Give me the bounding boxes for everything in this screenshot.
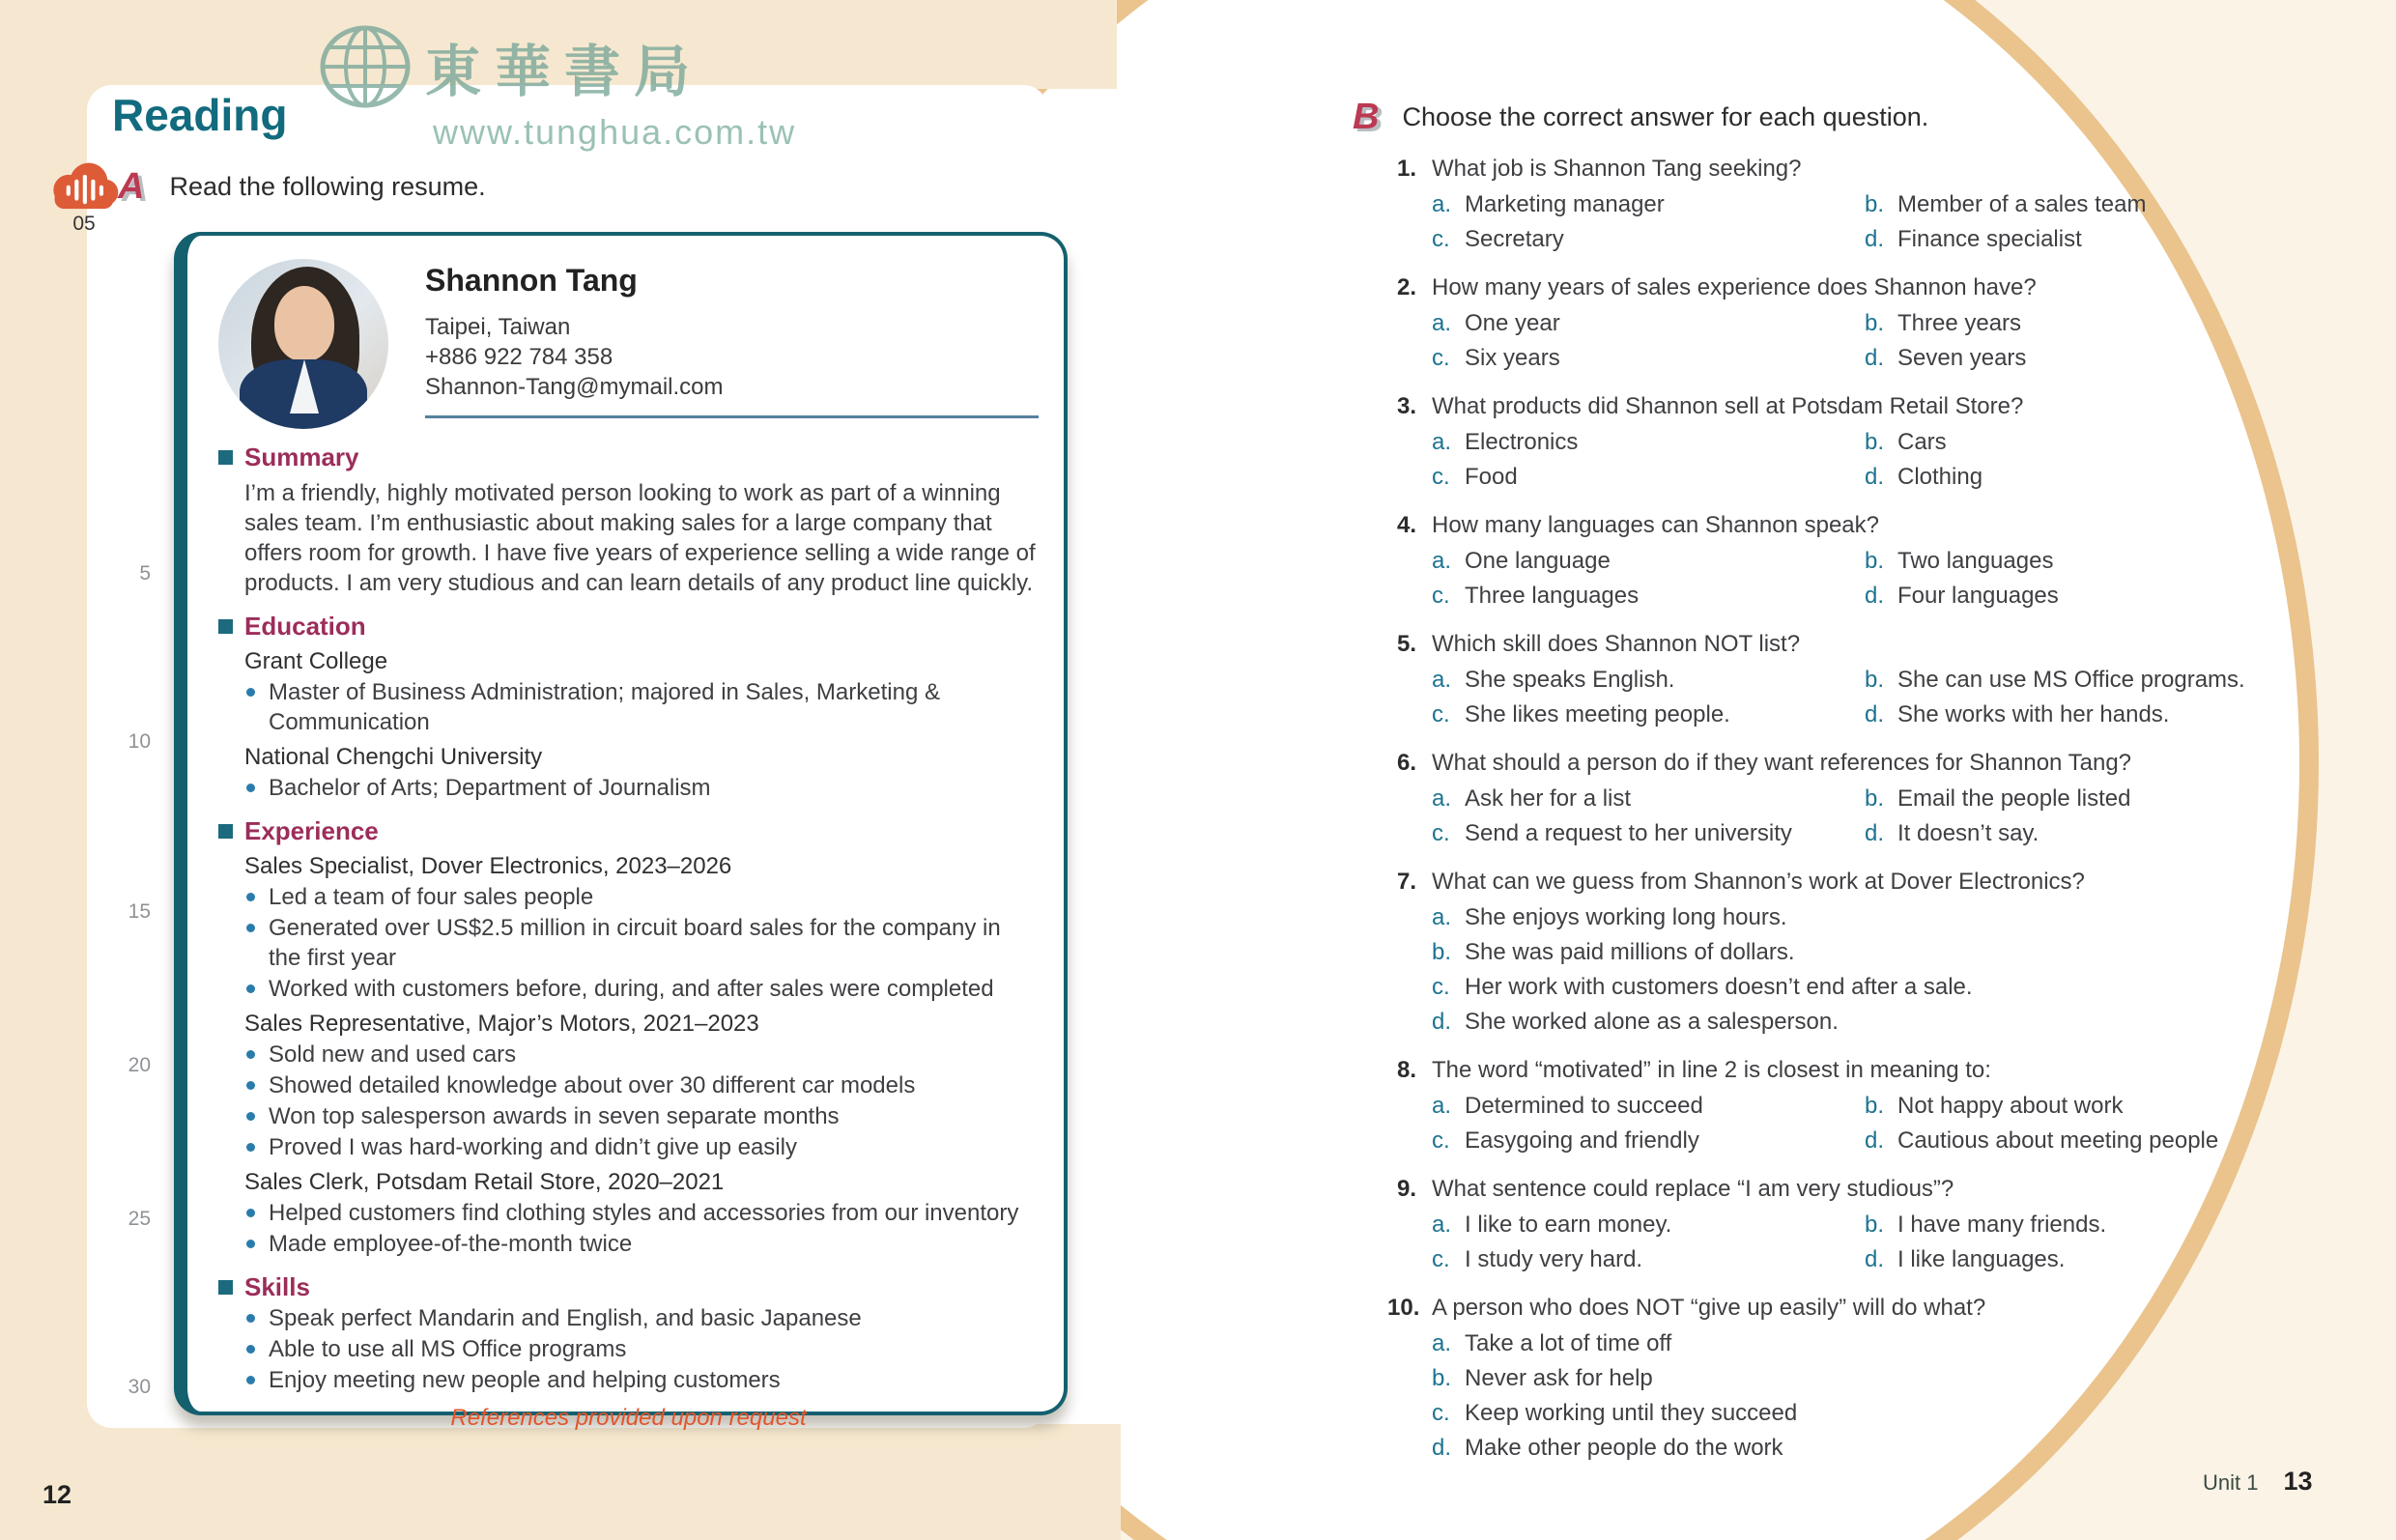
summary-text: I’m a friendly, highly motivated person looking to work as part of a winning sales team. I’m enthusiastic about making sales for a large company that offers room for growth. I have five years of experience selling a wide range of products. I am very studious and can learn details of any product line quickly. (244, 480, 1036, 596)
option-a: a. Ask her for a list (1432, 785, 1632, 812)
education-school: National Chengchi University (244, 744, 543, 770)
dot-bullet-icon (246, 984, 255, 993)
line-number-25: 25 (128, 1208, 151, 1230)
option-a: a. Take a lot of time off (1432, 1330, 1672, 1356)
exercise-a-header (118, 166, 486, 208)
beige-wedge-bottom (927, 1424, 1121, 1540)
dot-bullet-icon (246, 1112, 255, 1121)
experience-detail: Generated over US$2.5 million in circuit board sales for the company in the first year (244, 913, 1039, 973)
option-c: c. Three languages (1432, 583, 1640, 609)
option-a: a. She enjoys working long hours. (1432, 904, 1787, 930)
dot-bullet-icon (246, 1050, 255, 1059)
option-c: c. Easygoing and friendly (1432, 1127, 1699, 1154)
question-text: What can we guess from Shannon’s work at Dover Electronics? (1432, 869, 2085, 895)
references-note: References provided upon request (450, 1405, 807, 1431)
question-number: 9. (1397, 1176, 1417, 1202)
option-c: c. Six years (1432, 345, 1560, 371)
question-number: 1. (1397, 156, 1417, 182)
square-bullet-icon (218, 450, 233, 465)
dot-bullet-icon (246, 1081, 255, 1090)
dot-bullet-icon (246, 1209, 255, 1217)
line-number-20: 20 (128, 1054, 151, 1076)
option-a: a. One language (1432, 548, 1611, 574)
exercise-b-column (1353, 97, 2348, 1466)
option-d: d. I like languages. (1865, 1246, 2066, 1272)
dot-bullet-icon (246, 1314, 255, 1323)
option-d: d. Cautious about meeting people (1865, 1127, 2219, 1154)
dot-bullet-icon (246, 924, 255, 932)
option-b: b. Three years (1865, 310, 2022, 336)
skill-item: Speak perfect Mandarin and English, and basic Japanese (244, 1303, 1039, 1333)
line-number-30: 30 (128, 1376, 151, 1398)
globe-icon (319, 25, 412, 108)
exercise-b-instruction: Choose the correct answer for each question. (1402, 102, 1929, 131)
question-text: What products did Shannon sell at Potsdam Retail Store? (1432, 393, 2024, 419)
option-b: b. Two languages (1865, 548, 2054, 574)
question-7 (1353, 868, 2348, 1040)
applicant-name: Shannon Tang (425, 263, 638, 298)
option-d: d. She works with her hands. (1865, 701, 2170, 727)
experience-detail: Sold new and used cars (244, 1040, 1039, 1069)
exercise-a-label: A (118, 166, 145, 207)
skill-item: Enjoy meeting new people and helping customers (244, 1365, 1039, 1395)
line-number-15: 15 (128, 900, 151, 923)
skills-heading: Skills (218, 1272, 1039, 1302)
experience-detail: Proved I was hard-working and didn’t give up easily (244, 1132, 1039, 1162)
skill-item: Able to use all MS Office programs (244, 1334, 1039, 1364)
question-5 (1353, 630, 2348, 732)
option-c: c. I study very hard. (1432, 1246, 1643, 1272)
option-d: d. Finance specialist (1865, 226, 2082, 252)
applicant-photo (218, 259, 388, 429)
experience-detail: Helped customers find clothing styles and accessories from our inventory (244, 1198, 1039, 1228)
option-c: c. Secretary (1432, 226, 1564, 252)
option-b: b. Email the people listed (1865, 785, 2131, 812)
experience-detail: Showed detailed knowledge about over 30 different car models (244, 1070, 1039, 1100)
option-c: c. Send a request to her university (1432, 820, 1792, 846)
right-page-footer (2203, 1467, 2313, 1497)
option-b: b. Never ask for help (1432, 1365, 1653, 1391)
audio-track-button[interactable] (43, 160, 126, 236)
option-a: a. She speaks English. (1432, 667, 1675, 693)
option-a: a. Determined to succeed (1432, 1093, 1703, 1119)
option-d: d. Clothing (1865, 464, 1983, 490)
question-number: 10. (1387, 1295, 1420, 1321)
question-3 (1353, 392, 2348, 495)
dot-bullet-icon (246, 688, 255, 697)
question-text: Which skill does Shannon NOT list? (1432, 631, 1801, 657)
question-text: What job is Shannon Tang seeking? (1432, 156, 1802, 182)
option-d: d. She worked alone as a salesperson. (1432, 1009, 1839, 1035)
exercise-b-label: B (1353, 97, 1380, 137)
unit-label: Unit 1 (2203, 1470, 2259, 1495)
dot-bullet-icon (246, 893, 255, 901)
question-text: What should a person do if they want references for Shannon Tang? (1432, 750, 2132, 776)
resume-card (174, 232, 1068, 1431)
beige-wedge-top (927, 0, 1117, 89)
line-number-10: 10 (128, 730, 151, 753)
question-10 (1353, 1294, 2348, 1466)
option-d: d. Seven years (1865, 345, 2027, 371)
audio-cloud-icon (46, 160, 122, 213)
option-c: c. Food (1432, 464, 1518, 490)
publisher-watermark (319, 25, 796, 153)
option-b: b. She can use MS Office programs. (1865, 667, 2245, 693)
right-page-number: 13 (2283, 1467, 2313, 1496)
header-divider (425, 415, 1039, 418)
experience-detail: Worked with customers before, during, and after sales were completed (244, 974, 1039, 1004)
left-page-number: 12 (43, 1480, 72, 1509)
option-b: b. I have many friends. (1865, 1212, 2107, 1238)
question-number: 8. (1397, 1057, 1417, 1083)
applicant-location: Taipei, Taiwan (425, 314, 571, 340)
question-text: The word “motivated” in line 2 is closest in meaning to: (1432, 1057, 1991, 1083)
question-number: 5. (1397, 631, 1417, 657)
experience-detail: Won top salesperson awards in seven separate months (244, 1101, 1039, 1131)
exercise-b-header (1353, 97, 2348, 138)
dot-bullet-icon (246, 1143, 255, 1152)
experience-role: Sales Representative, Major’s Motors, 2021–2023 (244, 1011, 759, 1037)
question-9 (1353, 1175, 2348, 1277)
experience-role: Sales Specialist, Dover Electronics, 2023–2026 (244, 853, 732, 879)
option-c: c. Keep working until they succeed (1432, 1400, 1798, 1426)
dot-bullet-icon (246, 1345, 255, 1354)
square-bullet-icon (218, 1280, 233, 1295)
education-heading: Education (218, 612, 1039, 642)
question-8 (1353, 1056, 2348, 1158)
question-number: 6. (1397, 750, 1417, 776)
question-number: 7. (1397, 869, 1417, 895)
dot-bullet-icon (246, 784, 255, 792)
question-text: How many years of sales experience does Shannon have? (1432, 274, 2037, 300)
exercise-a-instruction: Read the following resume. (169, 172, 486, 201)
audio-track-number: 05 (72, 213, 96, 235)
option-a: a. Marketing manager (1432, 191, 1665, 217)
square-bullet-icon (218, 619, 233, 634)
option-b: b. She was paid millions of dollars. (1432, 939, 1795, 965)
question-4 (1353, 511, 2348, 613)
question-text: A person who does NOT “give up easily” will do what? (1432, 1295, 1986, 1321)
option-c: c. Her work with customers doesn’t end after a sale. (1432, 974, 1973, 1000)
experience-role: Sales Clerk, Potsdam Retail Store, 2020–2021 (244, 1169, 725, 1195)
publisher-url: www.tunghua.com.tw (433, 112, 797, 152)
applicant-email: Shannon-Tang@mymail.com (425, 374, 724, 400)
education-detail: Master of Business Administration; majored in Sales, Marketing & Communication (244, 677, 1039, 737)
option-a: a. I like to earn money. (1432, 1212, 1672, 1238)
question-number: 2. (1397, 274, 1417, 300)
applicant-phone: +886 922 784 358 (425, 344, 613, 370)
question-number: 3. (1397, 393, 1417, 419)
publisher-name-chinese: 東華書局 (425, 39, 704, 104)
education-school: Grant College (244, 648, 388, 674)
resume-header (218, 259, 1039, 429)
question-2 (1353, 273, 2348, 376)
option-d: d. It doesn’t say. (1865, 820, 2039, 846)
square-bullet-icon (218, 824, 233, 839)
question-6 (1353, 749, 2348, 851)
line-number-5: 5 (139, 562, 151, 585)
question-1 (1353, 155, 2348, 257)
summary-heading: Summary (218, 442, 1039, 472)
dot-bullet-icon (246, 1240, 255, 1248)
experience-detail: Made employee-of-the-month twice (244, 1229, 1039, 1259)
question-text: What sentence could replace “I am very studious”? (1432, 1176, 1954, 1202)
question-number: 4. (1397, 512, 1417, 538)
option-a: a. One year (1432, 310, 1560, 336)
option-a: a. Electronics (1432, 429, 1579, 455)
experience-heading: Experience (218, 816, 1039, 846)
experience-detail: Led a team of four sales people (244, 882, 1039, 912)
option-d: d. Make other people do the work (1432, 1435, 1783, 1461)
option-b: b. Not happy about work (1865, 1093, 2124, 1119)
option-c: c. She likes meeting people. (1432, 701, 1730, 727)
question-text: How many languages can Shannon speak? (1432, 512, 1879, 538)
page-title: Reading (112, 90, 288, 140)
dot-bullet-icon (246, 1376, 255, 1384)
education-detail: Bachelor of Arts; Department of Journalism (244, 773, 1039, 803)
option-b: b. Member of a sales team (1865, 191, 2147, 217)
option-d: d. Four languages (1865, 583, 2059, 609)
option-b: b. Cars (1865, 429, 1947, 455)
